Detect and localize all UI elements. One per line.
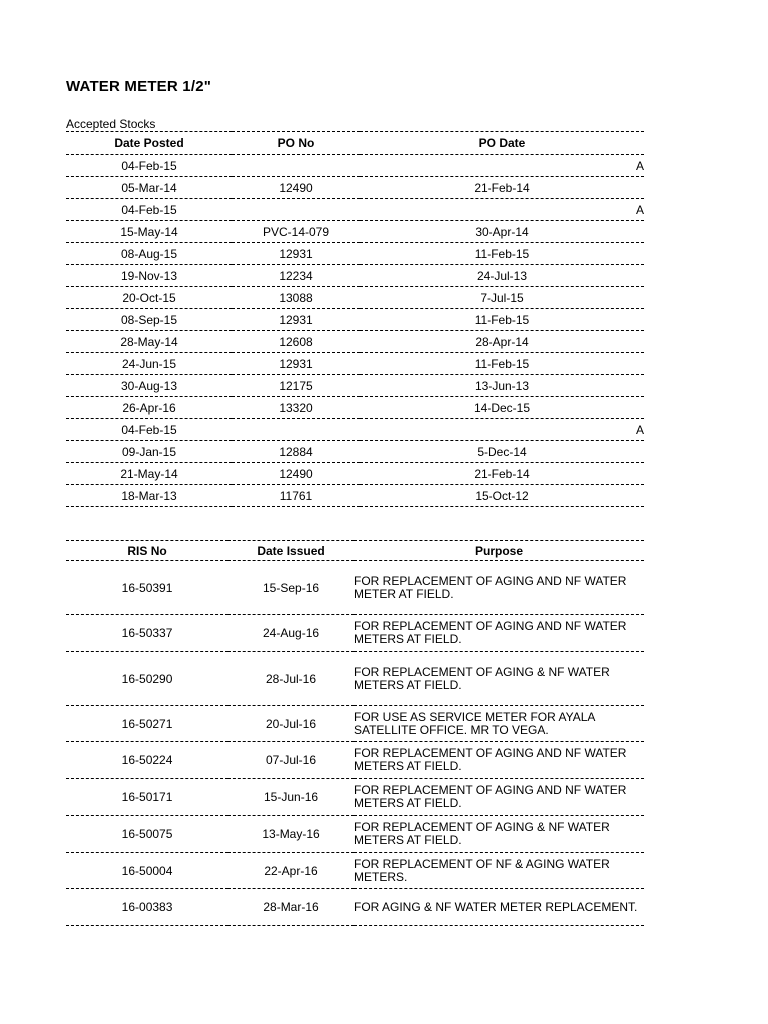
purpose-text: FOR REPLACEMENT OF AGING AND NF WATER METERS AT FIELD. xyxy=(353,783,627,810)
purpose-cell xyxy=(354,561,644,615)
table-row xyxy=(66,463,644,485)
po-date-value: 13-Jun-13 xyxy=(474,378,530,393)
date-issued-cell: 28-Mar-16 xyxy=(228,889,354,926)
ris-no-cell: 16-50271 xyxy=(66,706,228,742)
ris-no-cell: 16-00383 xyxy=(66,889,228,926)
page-title: WATER METER 1/2" xyxy=(66,78,212,95)
po-no-cell: 11761 xyxy=(232,485,360,507)
date-issued-cell: 07-Jul-16 xyxy=(228,742,354,779)
po-date-value: 21-Feb-14 xyxy=(474,466,530,481)
date-posted-cell: 09-Jan-15 xyxy=(66,441,232,463)
table-row xyxy=(66,561,644,615)
table-row xyxy=(66,889,644,926)
date-posted-cell: 21-May-14 xyxy=(66,463,232,485)
date-posted-cell: 18-Mar-13 xyxy=(66,485,232,507)
purpose-text: FOR AGING & NF WATER METER REPLACEMENT. xyxy=(353,899,638,914)
table-row xyxy=(66,265,644,287)
po-no-cell: 13088 xyxy=(232,287,360,309)
purpose-text: FOR REPLACEMENT OF AGING AND NF WATER METER AT FIELD. xyxy=(353,573,627,601)
accepted-stocks-table xyxy=(66,131,644,507)
table-row xyxy=(66,375,644,397)
table-row xyxy=(66,779,644,816)
po-date-cell xyxy=(360,199,644,221)
table-row xyxy=(66,199,644,221)
ris-no-cell: 16-50337 xyxy=(66,615,228,652)
po-date-cell xyxy=(360,331,644,353)
table-row xyxy=(66,615,644,652)
po-date-value: 7-Jul-15 xyxy=(480,290,524,305)
date-posted-cell: 20-Oct-15 xyxy=(66,287,232,309)
purpose-text: FOR REPLACEMENT OF AGING & NF WATER METERS AT FIELD. xyxy=(353,820,610,847)
date-posted-cell: 08-Aug-15 xyxy=(66,243,232,265)
po-date-value: 24-Jul-13 xyxy=(476,268,528,283)
po-date-value: 14-Dec-15 xyxy=(473,400,531,415)
column-header-purpose: Purpose xyxy=(354,541,644,561)
po-no-cell: 12931 xyxy=(232,353,360,375)
purpose-text: FOR REPLACEMENT OF AGING AND NF WATER METERS AT FIELD. xyxy=(353,746,627,773)
date-posted-cell: 04-Feb-15 xyxy=(66,199,232,221)
ris-no-cell: 16-50391 xyxy=(66,561,228,615)
po-no-cell: 12490 xyxy=(232,177,360,199)
purpose-text: FOR USE AS SERVICE METER FOR AYALA SATELLITE OFFICE. MR TO VEGA. xyxy=(353,709,595,737)
po-date-value: 11-Feb-15 xyxy=(474,312,530,327)
date-posted-cell: 28-May-14 xyxy=(66,331,232,353)
ris-no-cell: 16-50004 xyxy=(66,853,228,889)
po-date-value: 11-Feb-15 xyxy=(474,356,530,371)
table-row xyxy=(66,706,644,742)
status-flag: A xyxy=(635,159,644,173)
purpose-cell xyxy=(354,816,644,853)
ris-no-cell: 16-50075 xyxy=(66,816,228,853)
table-header-row xyxy=(66,541,644,561)
po-date-cell xyxy=(360,463,644,485)
date-posted-cell: 04-Feb-15 xyxy=(66,419,232,441)
po-date-cell xyxy=(360,265,644,287)
po-date-cell xyxy=(360,287,644,309)
po-date-value: 30-Apr-14 xyxy=(475,224,529,239)
purpose-cell xyxy=(354,779,644,816)
po-no-cell: PVC-14-079 xyxy=(232,221,360,243)
purpose-cell xyxy=(354,615,644,652)
po-date-cell xyxy=(360,353,644,375)
purpose-cell xyxy=(354,742,644,779)
table-row xyxy=(66,419,644,441)
purpose-text: FOR REPLACEMENT OF NF & AGING WATER METERS. xyxy=(353,856,610,884)
table-row xyxy=(66,287,644,309)
date-posted-cell: 05-Mar-14 xyxy=(66,177,232,199)
ris-no-cell: 16-50171 xyxy=(66,779,228,816)
purpose-cell xyxy=(354,889,644,926)
date-posted-cell: 26-Apr-16 xyxy=(66,397,232,419)
date-posted-cell: 08-Sep-15 xyxy=(66,309,232,331)
table-row xyxy=(66,221,644,243)
date-posted-cell: 24-Jun-15 xyxy=(66,353,232,375)
date-issued-cell: 28-Jul-16 xyxy=(228,652,354,706)
table-row xyxy=(66,177,644,199)
po-date-cell xyxy=(360,375,644,397)
table-row xyxy=(66,309,644,331)
po-no-cell: 12234 xyxy=(232,265,360,287)
date-posted-cell: 30-Aug-13 xyxy=(66,375,232,397)
table-row xyxy=(66,853,644,889)
po-no-cell: 12175 xyxy=(232,375,360,397)
po-date-value: 28-Apr-14 xyxy=(475,334,529,349)
po-date-cell xyxy=(360,397,644,419)
po-date-value: 11-Feb-15 xyxy=(474,246,530,261)
ris-no-cell: 16-50290 xyxy=(66,652,228,706)
purpose-cell xyxy=(354,706,644,742)
purpose-text: FOR REPLACEMENT OF AGING AND NF WATER METERS AT FIELD. xyxy=(353,619,627,646)
po-date-cell xyxy=(360,221,644,243)
po-no-cell: 12608 xyxy=(232,331,360,353)
po-date-cell xyxy=(360,485,644,507)
po-date-cell xyxy=(360,309,644,331)
status-flag: A xyxy=(635,203,644,217)
po-date-value: 5-Dec-14 xyxy=(477,444,527,459)
date-issued-cell: 13-May-16 xyxy=(228,816,354,853)
table-header-row xyxy=(66,132,644,155)
table-row xyxy=(66,243,644,265)
date-issued-cell: 15-Sep-16 xyxy=(228,561,354,615)
table-row xyxy=(66,652,644,706)
po-no-cell: 13320 xyxy=(232,397,360,419)
date-issued-cell: 15-Jun-16 xyxy=(228,779,354,816)
po-no-cell xyxy=(232,199,360,221)
po-no-cell: 12490 xyxy=(232,463,360,485)
purpose-cell xyxy=(354,652,644,706)
date-posted-cell: 04-Feb-15 xyxy=(66,155,232,177)
table-row xyxy=(66,331,644,353)
purpose-cell xyxy=(354,853,644,889)
table-row xyxy=(66,155,644,177)
po-date-value: 21-Feb-14 xyxy=(474,180,530,195)
po-date-cell xyxy=(360,243,644,265)
date-issued-cell: 22-Apr-16 xyxy=(228,853,354,889)
issues-table xyxy=(66,540,644,926)
po-date-cell xyxy=(360,155,644,177)
accepted-stocks-label: Accepted Stocks xyxy=(66,117,156,131)
purpose-text: FOR REPLACEMENT OF AGING & NF WATER METERS AT FIELD. xyxy=(353,664,610,692)
table-row xyxy=(66,816,644,853)
table-row xyxy=(66,397,644,419)
po-no-cell: 12931 xyxy=(232,309,360,331)
date-posted-cell: 19-Nov-13 xyxy=(66,265,232,287)
column-header-date-posted: Date Posted xyxy=(66,132,232,155)
status-flag: A xyxy=(635,423,644,437)
table-row xyxy=(66,441,644,463)
po-no-cell: 12884 xyxy=(232,441,360,463)
po-date-cell xyxy=(360,177,644,199)
date-issued-cell: 24-Aug-16 xyxy=(228,615,354,652)
po-date-cell xyxy=(360,419,644,441)
po-no-cell xyxy=(232,155,360,177)
table-row xyxy=(66,485,644,507)
table-row xyxy=(66,742,644,779)
column-header-ris-no: RIS No xyxy=(66,541,228,561)
table-row xyxy=(66,353,644,375)
po-no-cell xyxy=(232,419,360,441)
date-posted-cell: 15-May-14 xyxy=(66,221,232,243)
po-no-cell: 12931 xyxy=(232,243,360,265)
column-header-po-no: PO No xyxy=(232,132,360,155)
po-date-value: 15-Oct-12 xyxy=(475,488,529,503)
column-header-date-issued: Date Issued xyxy=(228,541,354,561)
ris-no-cell: 16-50224 xyxy=(66,742,228,779)
date-issued-cell: 20-Jul-16 xyxy=(228,706,354,742)
po-date-cell xyxy=(360,441,644,463)
column-header-po-date: PO Date xyxy=(360,132,644,155)
